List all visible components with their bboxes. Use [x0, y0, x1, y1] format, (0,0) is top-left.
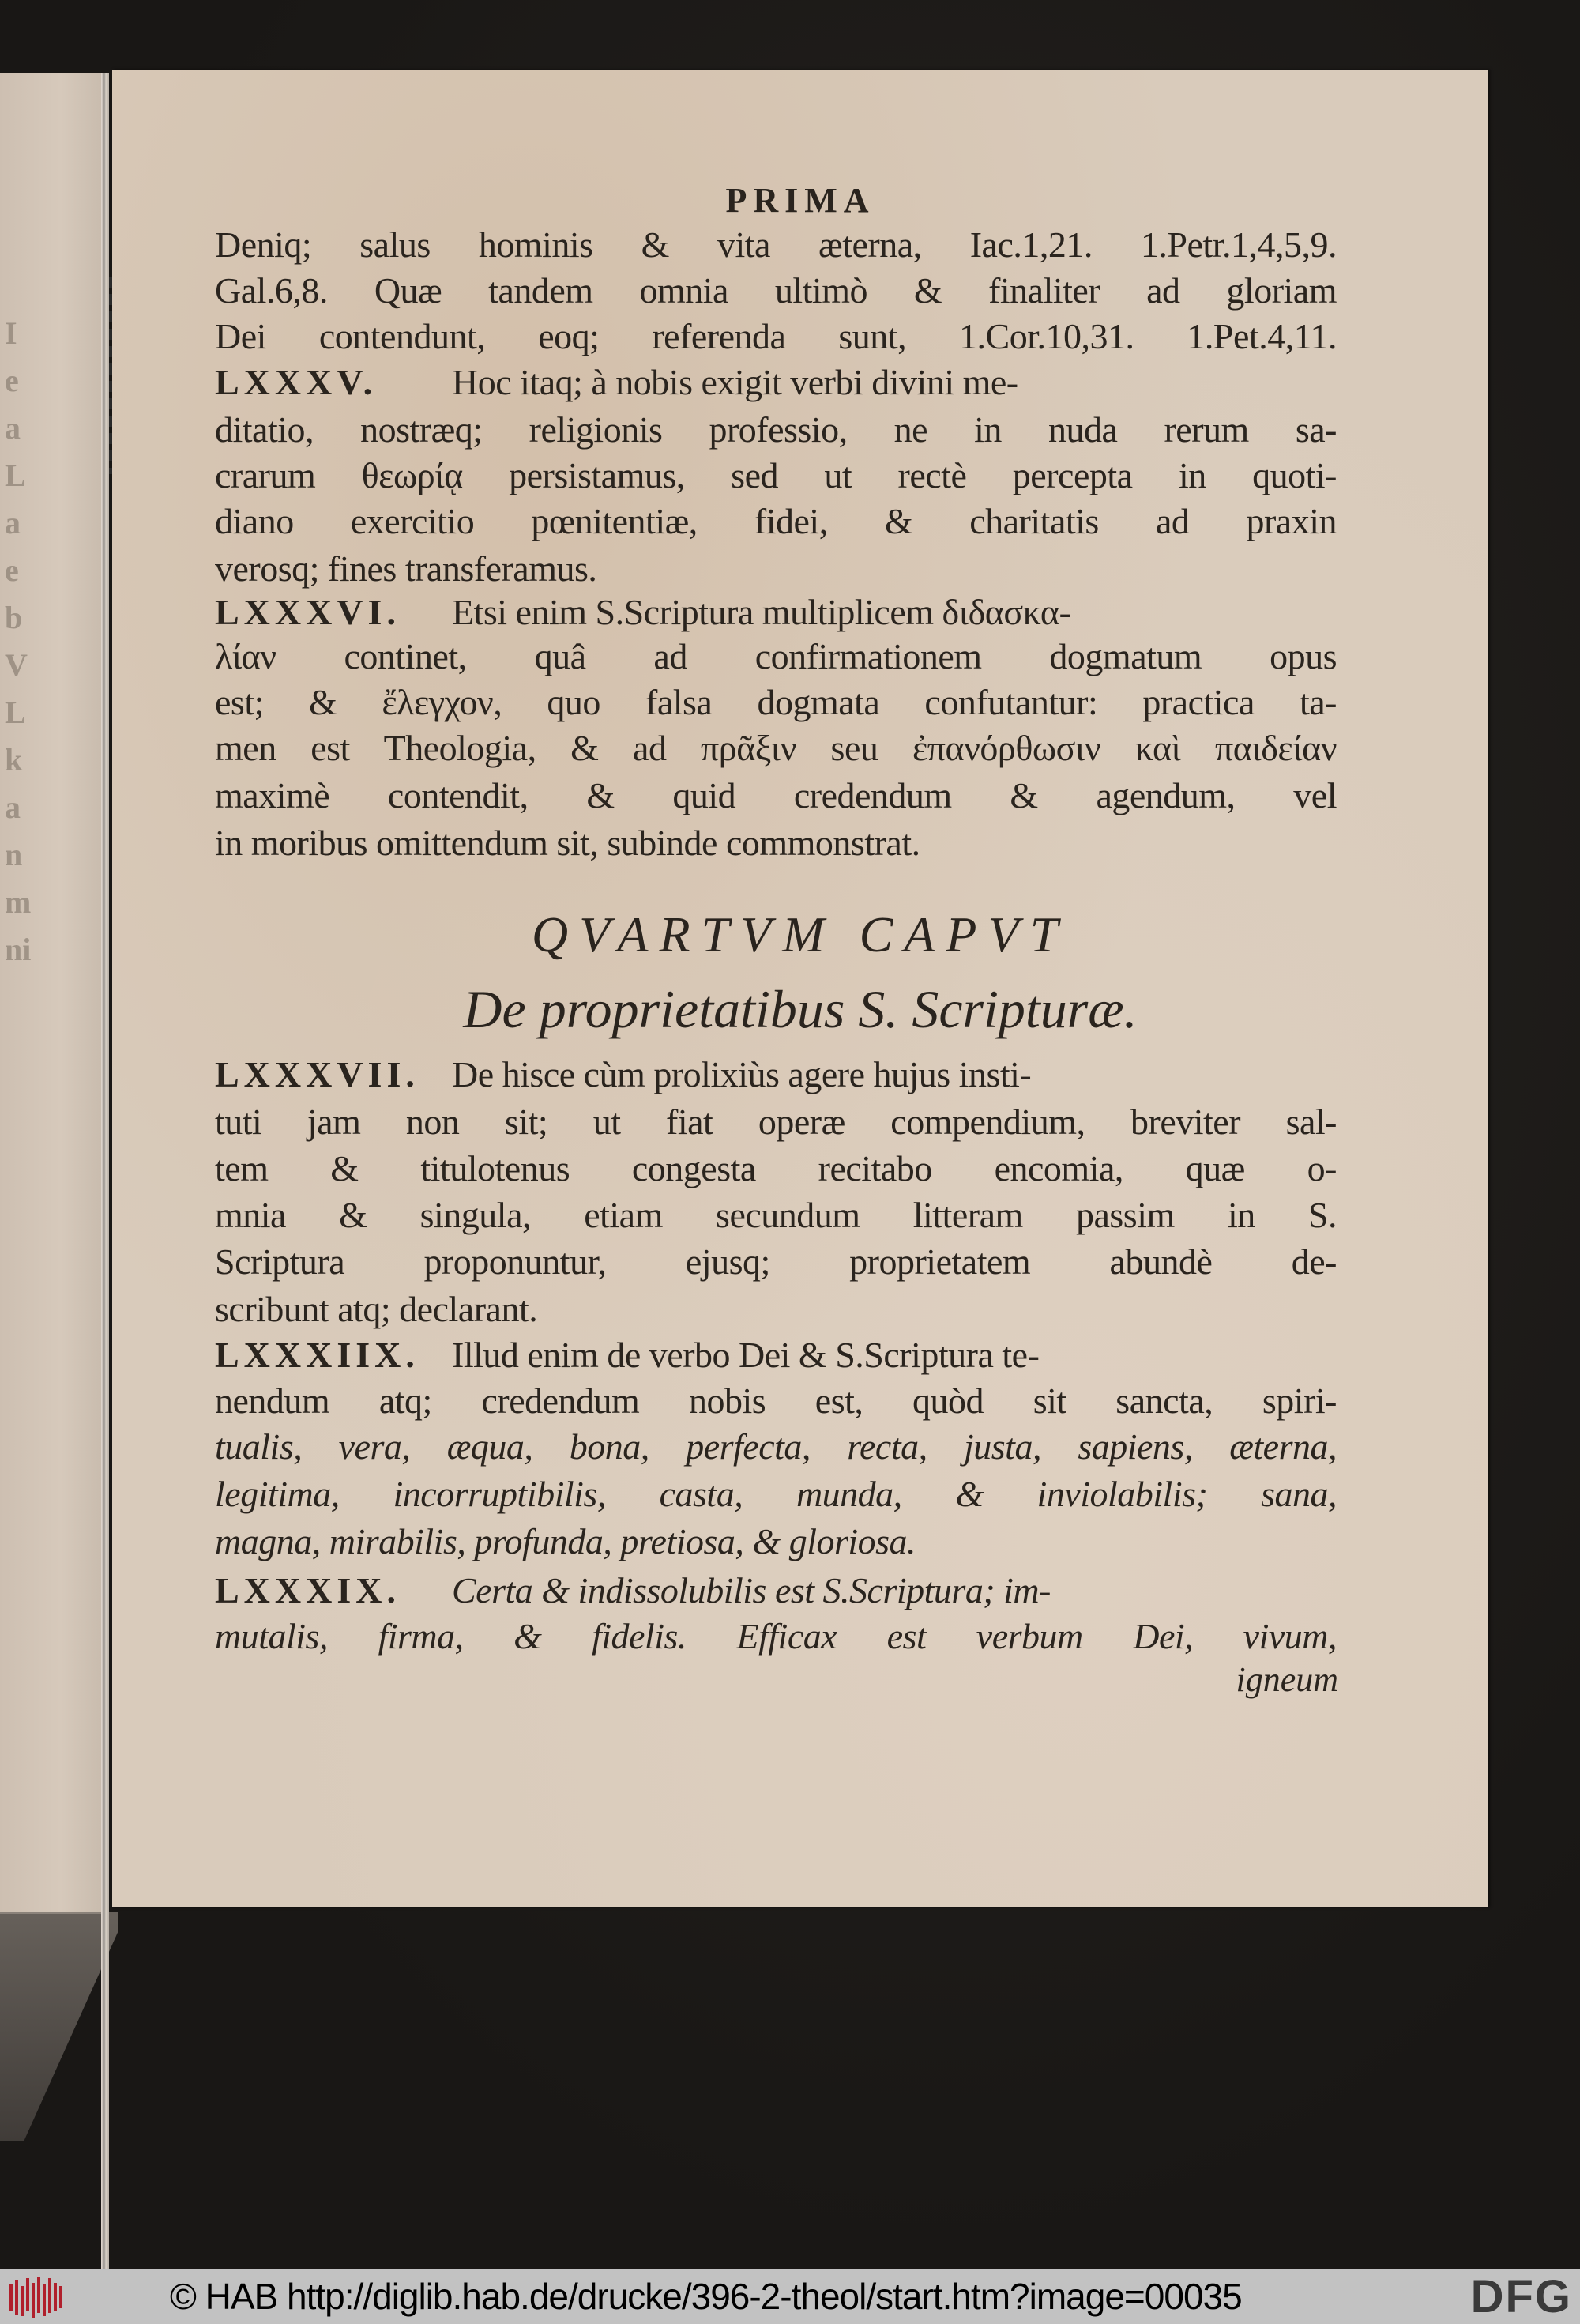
book-gutter: [101, 73, 109, 2269]
text-line: Gal.6,8. Quæ tandem omnia ultimò & finaliter ad gloriam: [215, 270, 1337, 311]
section-lxxxvii: LXXXVII. De hisce cùm prolixiùs agere hujus insti-: [215, 1054, 1032, 1094]
catchword: igneum: [1236, 1660, 1338, 1699]
copyright-url[interactable]: © HAB http://diglib.hab.de/drucke/396-2-theol/start.htm?image=00035: [170, 2276, 1242, 2317]
text-line: λίαν continet, quâ ad confirmationem dogmatum opus: [215, 636, 1337, 676]
text-line: Deniq; salus hominis & vita æterna, Iac.1,21. 1.Petr.1,4,5,9.: [215, 224, 1337, 265]
text-line: verosq; fines transferamus.: [215, 548, 597, 589]
text-line: mutalis, firma, & fidelis. Efficax est verbum Dei, vivum,: [215, 1616, 1337, 1656]
section-number: LXXXV.: [215, 362, 378, 402]
text-line: in moribus omittendum sit, subinde commonstrat.: [215, 823, 920, 863]
section-number: LXXXIIX.: [215, 1335, 419, 1375]
text-line: magna, mirabilis, profunda, pretiosa, & gloriosa.: [215, 1521, 916, 1561]
text-line: tualis, vera, æqua, bona, perfecta, recta, justa, sapiens, æterna,: [215, 1426, 1337, 1467]
left-page-bleed-text: I e a L a e b V L k a n m ni: [5, 315, 32, 967]
text-line: scribunt atq; declarant.: [215, 1289, 538, 1329]
text-line: men est Theologia, & ad πρᾶξιν seu ἐπανόρθωσιν καὶ παιδείαν: [215, 728, 1337, 768]
section-lxxxvi: LXXXVI. Etsi enim S.Scriptura multiplicem διδασκα-: [215, 592, 1071, 632]
text-line: crarum θεωρίᾳ persistamus, sed ut rectè percepta in quoti-: [215, 455, 1337, 495]
adjacent-left-page: [0, 73, 101, 1914]
text-line: ditatio, nostræq; religionis professio, ne in nuda rerum sa-: [215, 409, 1337, 450]
text-line: tem & titulotenus congesta recitabo encomia, quæ o-: [215, 1148, 1337, 1188]
text-line: Scriptura proponuntur, ejusq; proprietatem abundè de-: [215, 1241, 1337, 1282]
section-lxxxix: LXXXIX. Certa & indissolubilis est S.Scriptura; im-: [215, 1570, 1051, 1610]
section-number: LXXXIX.: [215, 1570, 401, 1610]
book-page: [112, 70, 1488, 1907]
text-line: mnia & singula, etiam secundum litteram passim in S.: [215, 1195, 1337, 1235]
section-number: LXXXVII.: [215, 1054, 419, 1094]
footer-bar: [0, 2269, 1580, 2324]
text-line: diano exercitio pœnitentiæ, fidei, & charitatis ad praxin: [215, 501, 1337, 541]
text-line: legitima, incorruptibilis, casta, munda, & inviolabilis; sana,: [215, 1474, 1337, 1514]
text-line: maximè contendit, & quid credendum & agendum, vel: [215, 775, 1337, 815]
text-line: tuti jam non sit; ut fiat operæ compendium, breviter sal-: [215, 1102, 1337, 1142]
section-lxxxv: LXXXV. Hoc itaq; à nobis exigit verbi divini me-: [215, 362, 1018, 402]
hab-logo-icon: [6, 2275, 66, 2318]
running-head: PRIMA: [725, 181, 875, 220]
chapter-title: QVARTVM CAPVT: [531, 906, 1070, 962]
chapter-subtitle: De proprietatibus S. Scripturæ.: [463, 979, 1138, 1039]
text-line: est; & ἔλεγχον, quo falsa dogmata confutantur: practica ta-: [215, 682, 1337, 722]
section-lxxxiix: LXXXIIX. Illud enim de verbo Dei & S.Scriptura te-: [215, 1335, 1040, 1375]
text-line: Dei contendunt, eoq; referenda sunt, 1.Cor.10,31. 1.Pet.4,11.: [215, 316, 1337, 356]
section-number: LXXXVI.: [215, 592, 401, 632]
text-line: nendum atq; credendum nobis est, quòd sit sancta, spiri-: [215, 1380, 1337, 1421]
dfg-logo: DFG: [1470, 2271, 1572, 2322]
